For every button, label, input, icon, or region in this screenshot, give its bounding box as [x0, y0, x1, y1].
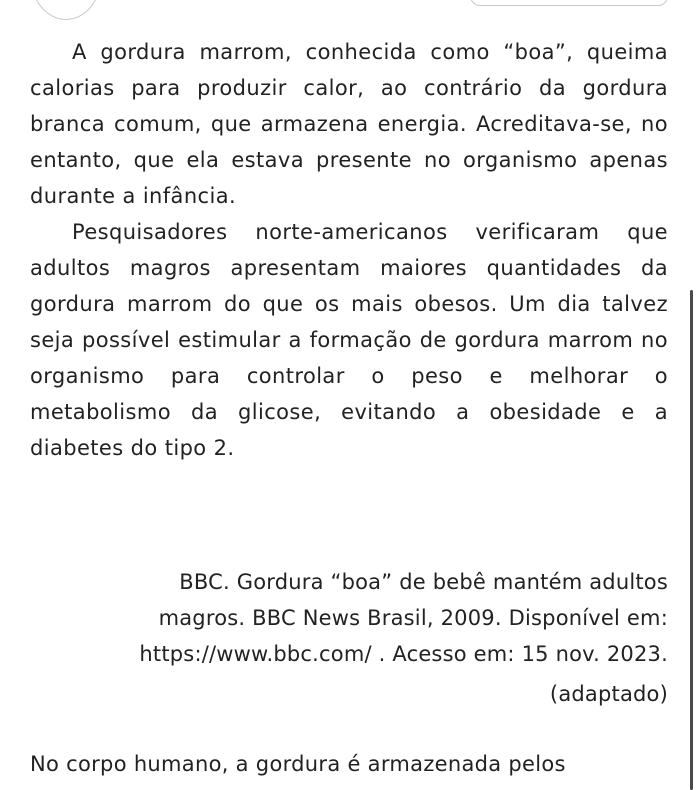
- citation-adapted-note: (adaptado): [549, 682, 668, 706]
- citation-line-1: BBC. Gordura “boa” de bebê mantém adultos: [179, 570, 668, 594]
- question-stem: No corpo humano, a gordura é armazenada pelos: [30, 752, 566, 776]
- citation-line-2: magros. BBC News Brasil, 2009. Disponível em:: [158, 606, 668, 630]
- article-paragraph-2: Pesquisadores norte-americanos verificaram que adultos magros apresentam maiores quantidades da gordura marrom do que os mais obesos. Um dia talvez seja possível estimular a formação de gordura marrom no organismo para controlar o peso e melhorar o metabolismo da glicose, evitando a obesidade e a diabetes do tipo 2.: [30, 220, 668, 460]
- article-paragraph-1: A gordura marrom, conhecida como “boa”, queima calorias para produzir calor, ao contrário da gordura branca comum, que armazena energia. Acreditava-se, no entanto, que ela estava presente no organismo apenas durante a infância.: [30, 40, 668, 208]
- top-decoration-bar: [470, 0, 668, 6]
- citation-line-3: https://www.bbc.com/ . Acesso em: 15 nov. 2023.: [139, 642, 668, 666]
- scrollbar[interactable]: [690, 290, 693, 790]
- top-decoration-circle: [30, 0, 102, 20]
- article-text: [30, 34, 668, 466]
- source-citation: [30, 564, 668, 712]
